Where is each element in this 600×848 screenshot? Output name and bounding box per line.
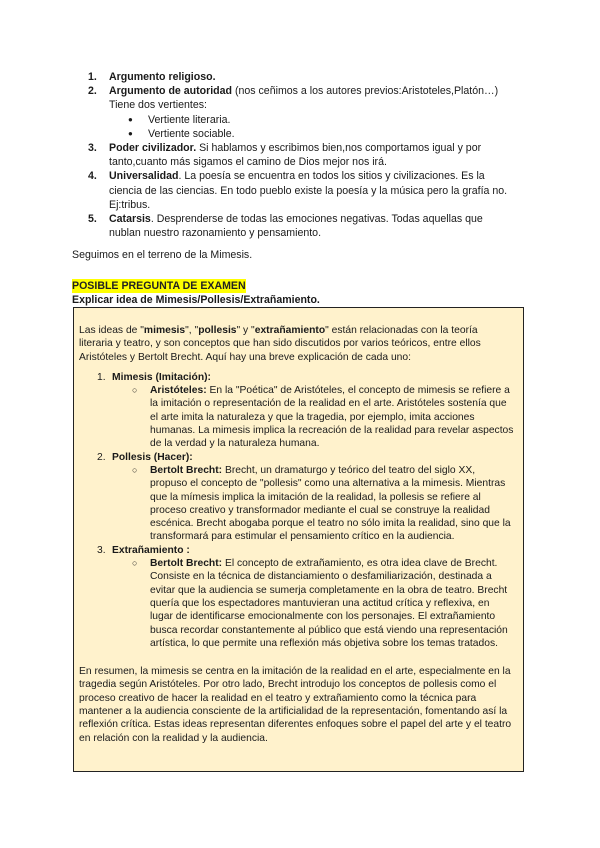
- exam-heading: POSIBLE PREGUNTA DE EXAMEN: [72, 280, 246, 292]
- item-title: Universalidad: [109, 170, 179, 183]
- intro-text: Las ideas de ": [79, 325, 144, 336]
- answer-content: [79, 324, 514, 755]
- concept-author: Bertolt Brecht:: [150, 558, 223, 570]
- term-extranamiento: extrañamiento: [254, 325, 326, 336]
- item-number: 4.: [88, 170, 97, 183]
- intro-paragraph: [79, 324, 514, 364]
- item-title: Argumento de autoridad: [109, 85, 233, 98]
- concept-number: 2.: [97, 451, 106, 463]
- item-number: 3.: [88, 142, 97, 155]
- answer-box: [73, 307, 524, 772]
- concept-item: [79, 371, 514, 384]
- list-item: [88, 212, 508, 240]
- list-item: [88, 84, 508, 141]
- list-item: [88, 70, 508, 84]
- concept-text: Brecht, un dramaturgo y teórico del teatro del siglo XX, propuso el concepto de "pollesis" como una alternativa a la mimesis. Mientras que la mímesis implica la imitación de la realidad, la pollesis se refiere al proceso creativo y transformador mediante el cual se construye la realidad escénica. Brecht abogaba porque el teatro no sólo imita la realidad, sino que la transformará para estimular el pensamiento crítico en la audiencia.: [150, 464, 511, 543]
- exam-question: Explicar idea de Mimesis/Pollesis/Extrañamiento.: [72, 294, 320, 306]
- concept-list: [79, 371, 514, 650]
- concept-item: [79, 544, 514, 557]
- concept-number: 3.: [97, 544, 106, 556]
- seguimos-text: Seguimos en el terreno de la Mimesis.: [72, 249, 253, 261]
- item-number: 2.: [88, 85, 97, 98]
- item-text: . La poesía se encuentra en todos los sitios y civilizaciones. Es la ciencia de las ciencias. En todo pueblo existe la poesía y la música pero la grafía no. Ej:tribus.: [109, 170, 508, 211]
- concept-title: Mimesis (Imitación):: [112, 371, 211, 383]
- item-title: Catarsis: [109, 213, 151, 226]
- concept-title: Extrañamiento :: [112, 544, 190, 556]
- bullet-item: ● Vertiente literaria.: [109, 113, 508, 127]
- list-item: [88, 169, 508, 212]
- concept-author: Aristóteles:: [150, 385, 207, 397]
- intro-text: " están relacionadas con la teoría literaria y teatro, y son conceptos que han sido discutidos por varios teóricos, entre ellos Aristóteles y Bertolt Brecht. Aquí hay una breve explicación de cada uno:: [79, 325, 481, 363]
- bullet-item: ● Vertiente sociable.: [109, 127, 508, 141]
- term-pollesis: pollesis: [198, 325, 237, 336]
- item-text: . Desprenderse de todas las emociones negativas. Todas aquellas que nublan nuestro razonamiento y pensamiento.: [109, 213, 483, 240]
- term-mimesis: mimesis: [143, 325, 186, 336]
- arguments-list: [88, 70, 508, 240]
- concept-text: El concepto de extrañamiento, es otra idea clave de Brecht. Consiste en la técnica de distanciamiento o desfamiliarización, destinada a evitar que la audiencia se sumerja completamente en la obra de teatro. Brecht quería que los espectadores mantuvieran una actitud crítica y reflexiva, en lugar de identificarse emocionalmente con los personajes. El extrañamiento busca recordar constantemente al público que está viendo una representación artística, lo que permite una reflexión más objetiva sobre los temas tratados.: [150, 558, 508, 649]
- list-item: [88, 141, 508, 169]
- concept-item: [79, 451, 514, 464]
- concept-title: Pollesis (Hacer):: [112, 451, 193, 463]
- concept-author: Bertolt Brecht:: [150, 464, 223, 476]
- item-title: Poder civilizador.: [109, 142, 197, 155]
- concept-detail: [79, 464, 514, 544]
- item-text: (nos ceñimos a los autores previos:Aristoteles,Platón…) Tiene dos vertientes:: [109, 85, 499, 112]
- item-number: 1.: [88, 71, 97, 83]
- item-text: Si hablamos y escribimos bien,nos comportamos igual y por tanto,cuanto más sigamos el camino de Dios mejor nos irá.: [109, 142, 482, 169]
- item-title: Argumento religioso.: [109, 71, 216, 83]
- concept-text: En la "Poética" de Aristóteles, el concepto de mimesis se refiere a la imitación o representación de la realidad en el arte. Aristóteles sostenía que el arte imita la naturaleza y que la tragedia, por ejemplo, imita acciones humanas. La mimesis implica la recreación de la realidad para revelar aspectos de la verdad y la naturaleza humana.: [150, 385, 514, 450]
- item-number: 5.: [88, 213, 97, 226]
- summary-paragraph: En resumen, la mimesis se centra en la imitación de la realidad en el arte, especialmente en la tragedia según Aristóteles. Por otro lado, Brecht introdujo los conceptos de pollesis como el proceso creativo de hacer la realidad en el teatro y extrañamiento como la técnica para mantener a la audiencia consciente de la artificialidad de la representación, fomentando así la reflexión crítica. Estas ideas representan diferentes enfoques sobre el papel del arte y el teatro en relación con la realidad y la audiencia.: [79, 666, 512, 744]
- intro-text: ", ": [185, 325, 199, 336]
- intro-text: " y ": [236, 325, 255, 336]
- concept-detail: [79, 557, 514, 650]
- bullet-list: [109, 113, 508, 141]
- concept-number: 1.: [97, 371, 106, 383]
- concept-detail: [79, 384, 514, 450]
